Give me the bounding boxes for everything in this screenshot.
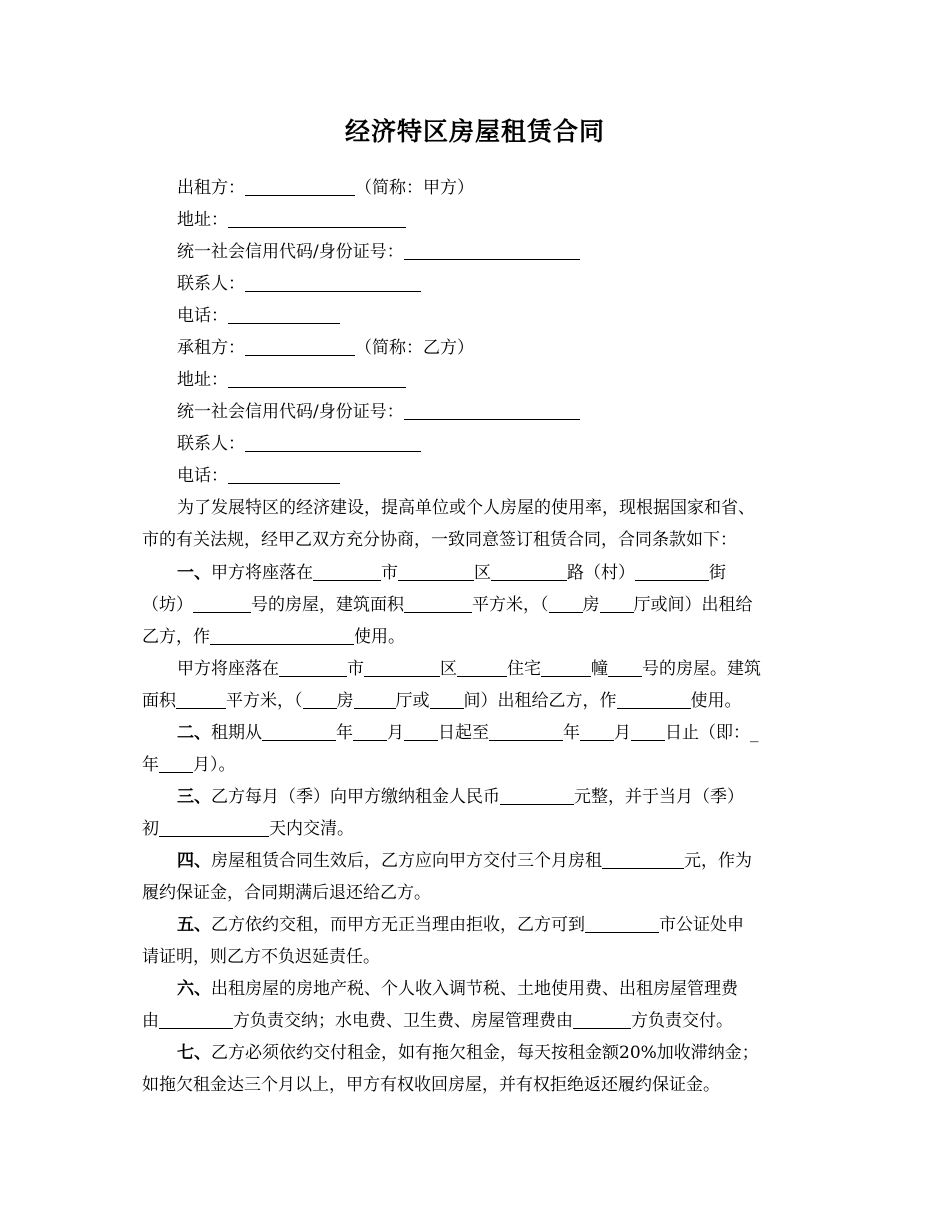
clause-1-text: 路（村） xyxy=(567,563,635,583)
clause-1-text: 平方米，（ xyxy=(472,595,549,615)
lessor-address-label: 地址： xyxy=(177,210,228,230)
preamble-line-2: 市的有关法规，经甲乙双方充分协商，一致同意签订租赁合同，合同条款如下： xyxy=(142,530,737,550)
lessee-name-blank[interactable] xyxy=(245,338,355,356)
clause-1b-text: 幢 xyxy=(591,659,608,679)
clause-1b-text: 使用。 xyxy=(690,691,742,711)
clause-6-line-2 xyxy=(142,1009,822,1033)
lessor-phone-blank[interactable] xyxy=(228,306,340,324)
lessee-address-row xyxy=(177,368,827,392)
lessor-contact-blank[interactable] xyxy=(245,274,421,292)
clause-1b-text: 面积 xyxy=(142,691,176,711)
clause-6-text: 方负责交纳；水电费、卫生费、房屋管理费由 xyxy=(233,1011,573,1031)
clause-1-text: 区 xyxy=(474,563,491,583)
clause-2-text: 日止（即：_ xyxy=(665,723,759,743)
clause-4-text: 房屋租赁合同生效后，乙方应向甲方交付三个月房租 xyxy=(211,851,602,871)
clause-1-text: 甲方将座落在 xyxy=(211,563,313,583)
clause-1-road-blank[interactable] xyxy=(491,563,567,581)
clause-1-text: （坊） xyxy=(142,595,193,615)
lessee-phone-row xyxy=(177,464,827,488)
clause-1-street-blank[interactable] xyxy=(635,563,709,581)
clause-2-line-1 xyxy=(177,721,827,745)
clause-2-start-year-blank[interactable] xyxy=(262,723,336,741)
clause-5-number: 五、 xyxy=(177,915,211,935)
clause-1-text: 使用。 xyxy=(354,627,405,647)
clause-2-text: 年 xyxy=(563,723,580,743)
clause-1b-text: 房 xyxy=(336,691,354,711)
clause-1-district-blank[interactable] xyxy=(398,563,474,581)
clause-1-text: 厅或间）出租给 xyxy=(633,595,753,615)
clause-2-text: 月 xyxy=(387,723,404,743)
clause-3-text: 元整，并于当月（季） xyxy=(574,787,744,807)
clause-1b-text: 平方米，（ xyxy=(226,691,303,711)
clause-5-text: 乙方依约交租，而甲方无正当理由拒收，乙方可到 xyxy=(211,915,585,935)
clause-6-line-1 xyxy=(177,977,827,1001)
lessor-address-blank[interactable] xyxy=(228,210,406,228)
clause-1b-text: 间）出租给乙方，作 xyxy=(463,691,617,711)
lessor-id-label: 统一社会信用代码/身份证号： xyxy=(177,242,404,262)
clause-4-text: 元，作为 xyxy=(684,851,752,871)
lessee-id-label: 统一社会信用代码/身份证号： xyxy=(177,402,404,422)
clause-5-line-2: 请证明，则乙方不负迟延责任。 xyxy=(142,947,380,967)
clause-1-number: 一、 xyxy=(177,563,211,583)
document-title: 经济特区房屋租赁合同 xyxy=(344,117,605,146)
lessee-phone-blank[interactable] xyxy=(228,466,340,484)
clause-1b-text: 住宅 xyxy=(507,659,541,679)
clause-1-line-3 xyxy=(142,625,822,649)
lessor-address-row xyxy=(177,208,827,232)
lessee-address-label: 地址： xyxy=(177,370,228,390)
lessor-id-row xyxy=(177,240,827,264)
lessee-contact-row xyxy=(177,432,827,456)
clause-3-rent-blank[interactable] xyxy=(500,787,574,805)
clause-2-text: 月）。 xyxy=(193,755,236,775)
lessor-name-blank[interactable] xyxy=(245,178,355,196)
clause-1-use-blank[interactable] xyxy=(210,627,354,645)
clause-1-text: 市 xyxy=(381,563,398,583)
clause-4-line-1 xyxy=(177,849,827,873)
clause-3-text: 初 xyxy=(142,819,159,839)
clause-6-party-blank-1[interactable] xyxy=(159,1011,233,1029)
clause-1b-area-blank[interactable] xyxy=(176,691,226,709)
clause-7-text: 乙方必须依约交付租金，如有拖欠租金，每天按租金额20%加收滞纳金； xyxy=(211,1043,759,1063)
clause-2-months-blank[interactable] xyxy=(159,755,193,773)
lessee-contact-blank[interactable] xyxy=(245,434,421,452)
clause-2-text: 年 xyxy=(336,723,353,743)
clause-1b-rooms-blank[interactable] xyxy=(303,691,337,709)
clause-1b-jian-blank[interactable] xyxy=(430,691,464,709)
clause-1-text: 号的房屋，建筑面积 xyxy=(251,595,404,615)
lessor-phone-row xyxy=(177,304,827,328)
clause-6-text: 方负责交付。 xyxy=(631,1011,733,1031)
lessor-abbr: （简称：甲方） xyxy=(355,178,474,198)
lessee-id-blank[interactable] xyxy=(404,402,580,420)
clause-4-number: 四、 xyxy=(177,851,211,871)
clause-2-start-month-blank[interactable] xyxy=(353,723,387,741)
preamble-line-1: 为了发展特区的经济建设，提高单位或个人房屋的使用率，现根据国家和省、 xyxy=(177,498,755,518)
clause-1-text: 街 xyxy=(709,563,726,583)
clause-1b-line-1 xyxy=(177,657,827,681)
clause-1b-use-blank[interactable] xyxy=(617,691,691,709)
clause-2-end-day-blank[interactable] xyxy=(631,723,665,741)
clause-6-number: 六、 xyxy=(177,979,211,999)
clause-1b-text: 市 xyxy=(347,659,364,679)
clause-1b-unit-blank[interactable] xyxy=(608,659,642,677)
lessee-name-label: 承租方： xyxy=(177,338,245,358)
lessor-phone-label: 电话： xyxy=(177,306,228,326)
clause-3-line-1 xyxy=(177,785,827,809)
lessor-name-label: 出租方： xyxy=(177,178,245,198)
lessee-id-row xyxy=(177,400,827,424)
clause-1-number-blank[interactable] xyxy=(193,595,251,613)
clause-1-line-2 xyxy=(142,593,822,617)
lessee-address-blank[interactable] xyxy=(228,370,406,388)
clause-3-number: 三、 xyxy=(177,787,211,807)
lessor-name-row xyxy=(177,176,827,200)
clause-2-text: 月 xyxy=(614,723,631,743)
clause-1-rooms-blank[interactable] xyxy=(549,595,583,613)
clause-1-area-blank[interactable] xyxy=(404,595,472,613)
lessor-contact-label: 联系人： xyxy=(177,274,245,294)
clause-2-text: 租期从 xyxy=(211,723,262,743)
clause-1b-city-blank[interactable] xyxy=(279,659,347,677)
clause-2-text: 年 xyxy=(142,755,159,775)
clause-1-text: 乙方，作 xyxy=(142,627,210,647)
clause-3-line-2 xyxy=(142,817,822,841)
clause-7-number: 七、 xyxy=(177,1043,211,1063)
clause-1b-district-blank[interactable] xyxy=(364,659,440,677)
lessor-id-blank[interactable] xyxy=(404,242,580,260)
clause-1b-text: 厅或 xyxy=(395,691,430,711)
lessee-name-row xyxy=(177,336,827,360)
clause-5-text: 市公证处申 xyxy=(659,915,744,935)
clause-2-end-year-blank[interactable] xyxy=(489,723,563,741)
clause-1-line-1 xyxy=(177,561,827,585)
clause-1b-text: 甲方将座落在 xyxy=(177,659,279,679)
clause-7-line-2: 如拖欠租金达三个月以上，甲方有权收回房屋，并有权拒绝返还履约保证金。 xyxy=(142,1075,720,1095)
clause-1b-text: 号的房屋。建筑 xyxy=(642,659,761,679)
clause-4-deposit-blank[interactable] xyxy=(602,851,684,869)
clause-1-text: 房 xyxy=(582,595,600,615)
lessor-contact-row xyxy=(177,272,827,296)
clause-2-text: 日起至 xyxy=(438,723,489,743)
clause-4-line-2: 履约保证金，合同期满后退还给乙方。 xyxy=(142,883,431,903)
clause-2-start-day-blank[interactable] xyxy=(404,723,438,741)
clause-1b-text: 区 xyxy=(440,659,457,679)
lessee-abbr: （简称：乙方） xyxy=(355,338,474,358)
clause-1-city-blank[interactable] xyxy=(313,563,381,581)
clause-1b-building-blank[interactable] xyxy=(541,659,591,677)
clause-1-halls-blank[interactable] xyxy=(600,595,634,613)
clause-6-text: 出租房屋的房地产税、个人收入调节税、土地使用费、出租房屋管理费 xyxy=(211,979,738,999)
clause-5-city-blank[interactable] xyxy=(585,915,659,933)
clause-3-text: 天内交清。 xyxy=(269,819,354,839)
clause-5-line-1 xyxy=(177,913,827,937)
clause-2-number: 二、 xyxy=(177,723,211,743)
clause-6-text: 由 xyxy=(142,1011,159,1031)
clause-6-party-blank-2[interactable] xyxy=(573,1011,631,1029)
clause-1b-halls-blank[interactable] xyxy=(354,691,396,709)
clause-1b-estate-blank[interactable] xyxy=(457,659,507,677)
clause-2-end-month-blank[interactable] xyxy=(580,723,614,741)
lessee-phone-label: 电话： xyxy=(177,466,228,486)
clause-7-line-1 xyxy=(177,1041,827,1065)
clause-1b-line-2 xyxy=(142,689,822,713)
clause-3-days-blank[interactable] xyxy=(159,819,269,837)
clause-3-text: 乙方每月（季）向甲方缴纳租金人民币 xyxy=(211,787,500,807)
clause-2-line-2 xyxy=(142,753,822,777)
lessee-contact-label: 联系人： xyxy=(177,434,245,454)
